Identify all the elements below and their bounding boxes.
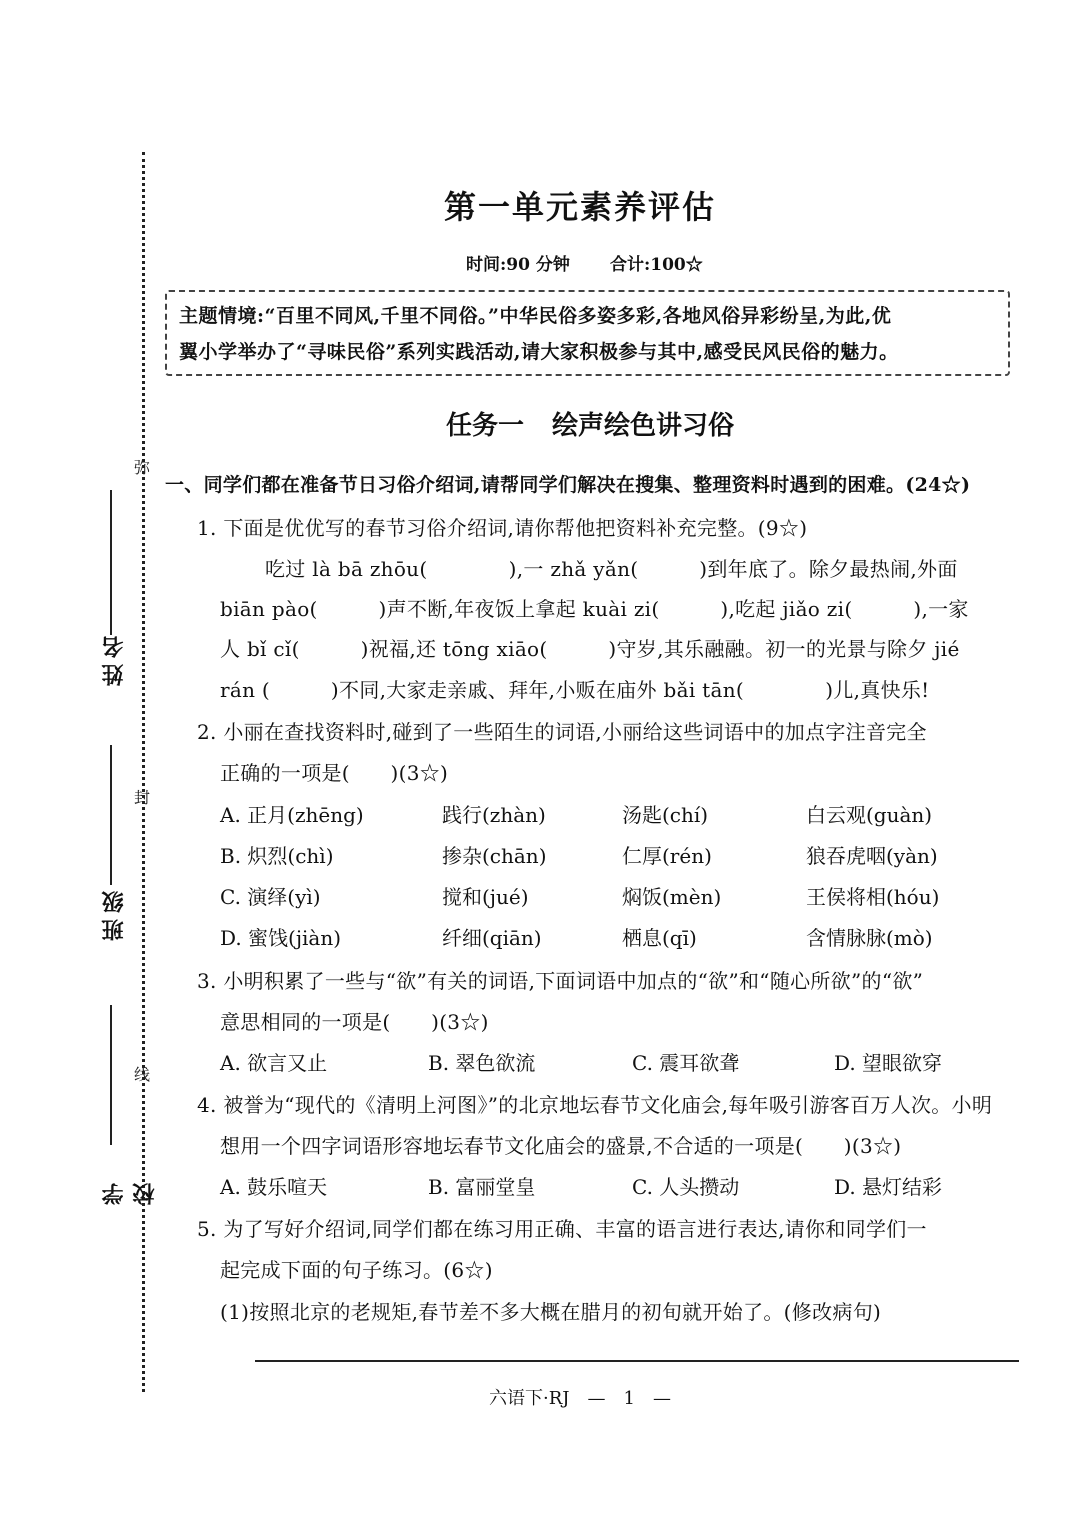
q2-option-b-2: 掺杂(chān) [442,844,547,868]
q1-line-4[interactable]: rán ( )不同,大家走亲戚、拜年,小贩在庙外 bǎi tān( )儿,真快乐! [220,678,930,702]
seal-char-xian: 线 [134,1065,151,1084]
q3-option-a[interactable]: A. 欲言又止 [220,1051,328,1075]
seal-char-feng: 封 [134,788,151,807]
q5-stem-2: 起完成下面的句子练习。(6☆) [220,1258,493,1282]
school-field-label: 学校 [101,1177,158,1205]
task-heading [0,405,1080,442]
class-field-line[interactable] [110,745,112,885]
task-subtitle: 绘声绘色讲习俗 [552,411,735,441]
q4-stem-1: 4. 被誉为“现代的《清明上河图》”的北京地坛春节文化庙会,每年吸引游客百万人次。小明 [197,1093,993,1117]
page-footer: 六语下·RJ — 1 — [489,1388,671,1409]
q2-option-a-1[interactable]: A. 正月(zhēng) [220,803,364,827]
q2-option-c-4: 王侯将相(hóu) [806,885,940,909]
theme-line-1: 主题情境:“百里不同风,千里不同俗。”中华民俗多姿多彩,各地风俗异彩纷呈,为此,优 [179,305,892,327]
exam-total: 合计:100☆ [610,255,703,275]
q1-line-1[interactable]: 吃过 là bā zhōu( ),一 zhǎ yǎn( )到年底了。除夕最热闹,外面 [265,557,958,581]
q2-option-d-3: 栖息(qī) [622,926,697,950]
footer-rule [255,1360,1019,1362]
q2-option-d-2: 纤细(qiān) [442,926,542,950]
section-heading: 一、同学们都在准备节日习俗介绍词,请帮同学们解决在搜集、整理资料时遇到的困难。(24☆) [165,474,971,496]
q2-option-b-3: 仁厚(rén) [622,844,712,868]
seal-char-mi: 弥 [134,458,151,477]
class-field-label: 班级 [101,885,127,941]
theme-box [165,290,1010,376]
q2-option-a-3: 汤匙(chí) [622,803,709,827]
q3-stem-1: 3. 小明积累了一些与“欲”有关的词语,下面词语中加点的“欲”和“随心所欲”的“欲” [197,969,924,993]
q5-stem-1: 5. 为了写好介绍词,同学们都在练习用正确、丰富的语言进行表达,请你和同学们一 [197,1217,927,1241]
q4-option-a[interactable]: A. 鼓乐喧天 [220,1175,328,1199]
q2-option-c-3: 焖饭(mèn) [622,885,722,909]
q4-option-c[interactable]: C. 人头攒动 [632,1175,740,1199]
q4-option-b[interactable]: B. 富丽堂皇 [428,1175,536,1199]
q4-stem-2[interactable]: 想用一个四字词语形容地坛春节文化庙会的盛景,不合适的一项是( )(3☆) [220,1134,902,1158]
name-field[interactable] [80,490,140,690]
q2-stem-1: 2. 小丽在查找资料时,碰到了一些陌生的词语,小丽给这些词语中的加点字注音完全 [197,720,927,744]
q3-option-b[interactable]: B. 翠色欲流 [428,1051,536,1075]
q1-line-2[interactable]: biān pào( )声不断,年夜饭上拿起 kuài zi( ),吃起 jiǎo zi( ),一家 [220,597,969,621]
task-name: 任务一 [445,411,524,441]
page-title: 第一单元素养评估 [443,188,716,226]
name-field-line[interactable] [110,490,112,635]
q2-option-a-2: 践行(zhàn) [442,803,546,827]
q2-option-b-1[interactable]: B. 炽烈(chì) [220,844,334,868]
binding-dotted-line [142,152,145,1392]
q2-option-c-2: 搅和(jué) [442,885,529,909]
exam-time: 时间:90 分钟 [466,255,570,275]
q3-option-d[interactable]: D. 望眼欲穿 [834,1051,943,1075]
q5-sub-1: (1)按照北京的老规矩,春节差不多大概在腊月的初旬就开始了。(修改病句) [220,1300,882,1324]
class-field[interactable] [80,745,140,945]
q4-option-d[interactable]: D. 悬灯结彩 [834,1175,943,1199]
q3-stem-2[interactable]: 意思相同的一项是( )(3☆) [220,1010,489,1034]
name-field-label: 姓名 [101,630,127,686]
q2-option-d-4: 含情脉脉(mò) [806,926,933,950]
q2-option-c-1[interactable]: C. 演绎(yì) [220,885,321,909]
q1-stem: 1. 下面是优优写的春节习俗介绍词,请你帮他把资料补充完整。(9☆) [197,516,808,540]
q1-line-3[interactable]: 人 bǐ cǐ( )祝福,还 tōng xiāo( )守岁,其乐融融。初一的光景与除夕 jié [220,637,960,661]
q2-stem-2[interactable]: 正确的一项是( )(3☆) [220,761,449,785]
q3-option-c[interactable]: C. 震耳欲聋 [632,1051,740,1075]
q2-option-d-1[interactable]: D. 蜜饯(jiàn) [220,926,342,950]
school-field[interactable] [80,1005,158,1205]
q2-option-b-4: 狼吞虎咽(yàn) [806,844,938,868]
school-field-line[interactable] [110,1005,112,1145]
q2-option-a-4: 白云观(guàn) [806,803,933,827]
theme-line-2: 翼小学举办了“寻味民俗”系列实践活动,请大家积极参与其中,感受民风民俗的魅力。 [179,341,899,363]
